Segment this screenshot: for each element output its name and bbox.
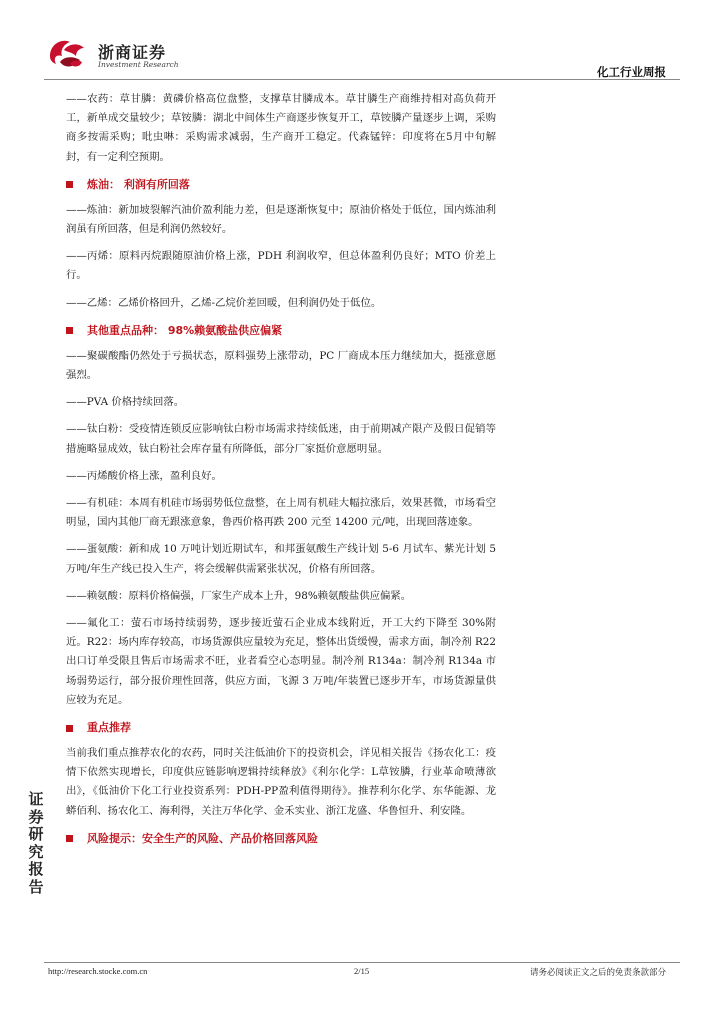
paragraph: ——PVA 价格持续回落。	[66, 396, 185, 409]
square-bullet-icon	[66, 835, 73, 842]
logo-brand-name: 浙商证券	[98, 43, 167, 62]
paragraph: ——乙烯：乙烯价格回升，乙烯-乙烷价差回暖，但利润仍处于低位。	[66, 296, 382, 309]
section-heading	[66, 718, 496, 738]
side-vertical-label: 证券研究报告	[28, 790, 44, 896]
paragraph: ——氟化工：萤石市场持续弱势，逐步接近萤石企业成本线附近，开工大约下降至 30%附近。R22：场内库存较高，市场货源供应量较为充足，整体出货缓慢，需求方面，制冷剂 R22 出口订单受限且售后市场需求不旺，业者看空心态明显。制冷剂 R134a：制冷剂 R134a 市场弱势运行，部分报价理性回落，供应方面，飞源 3 万吨/年装置已逐步开车，市场货源量供应较为充足。	[66, 617, 496, 706]
square-bullet-icon	[66, 181, 73, 188]
logo-tagline: Investment Research	[98, 60, 179, 69]
section-heading-text: 其他重点品种： 98%赖氨酸盐供应偏紧	[87, 323, 283, 337]
paragraph: ——农药：草甘膦：黄磷价格高位盘整，支撑草甘膦成本。草甘膦生产商维持相对高负荷开工，新单成交量较少；草铵膦：湖北中间体生产商逐步恢复开工，草铵膦产量逐步上调，采购商多按需采购；吡虫啉：采购需求减弱，生产商开工稳定。代森锰锌：印度将在5月中旬解封，有一定利空预期。	[66, 93, 496, 163]
paragraph: ——聚碳酸酯仍然处于亏损状态，原料强势上涨带动，PC 厂商成本压力继续加大，挺涨意愿强烈。	[66, 349, 496, 382]
paragraph: ——有机硅：本周有机硅市场弱势低位盘整，在上周有机硅大幅拉涨后，效果甚微，市场看空明显，国内其他厂商无跟涨意象，鲁西价格再跌 200 元至 14200 元/吨，出现回落迹象。	[66, 497, 496, 529]
paragraph: ——丙烯酸价格上涨，盈利良好。	[66, 469, 222, 482]
square-bullet-icon	[66, 725, 73, 732]
paragraph: ——炼油：新加坡裂解汽油价盈利能力差，但是逐渐恢复中；原油价格处于低位，国内炼油利润虽有所回落，但是利润仍然较好。	[66, 203, 496, 236]
footer-url-link[interactable]: http://research.stocke.com.cn	[48, 966, 148, 976]
footer-divider	[44, 962, 680, 963]
square-bullet-icon	[66, 327, 73, 334]
section-heading	[66, 175, 496, 195]
footer-disclaimer: 请务必阅读正文之后的免责条款部分	[529, 968, 666, 978]
paragraph: ——赖氨酸：原料价格偏强，厂家生产成本上升，98%赖氨酸盐供应偏紧。	[66, 589, 412, 602]
zheshang-logo-icon	[44, 34, 92, 74]
report-body	[66, 90, 496, 855]
page-header	[0, 0, 724, 86]
section-heading	[66, 829, 496, 849]
section-heading-text: 风险提示：安全生产的风险、产品价格回落风险	[87, 831, 318, 845]
section-heading-text: 炼油： 利润有所回落	[87, 177, 190, 191]
section-heading-text: 重点推荐	[87, 721, 131, 735]
page-number: 2/15	[354, 966, 370, 976]
report-type-title: 化工行业周报	[597, 65, 666, 79]
section-heading	[66, 321, 496, 341]
paragraph: ——丙烯：原料丙烷跟随原油价格上涨，PDH 利润收窄，但总体盈利仍良好；MTO 价差上行。	[66, 250, 496, 282]
paragraph: 当前我们重点推荐农化的农药，同时关注低油价下的投资机会，详见相关报告《扬农化工：疫情下依然实现增长，印度供应链影响逻辑持续释放》《利尔化学：L草铵膦，行业革命喷薄欲出》，《低油价下化工行业投资系列：PDH-PP盈利值得期待》。推荐利尔化学、东华能源、龙蟒佰利、扬农化工、海利得，关注万华化学、金禾实业、浙江龙盛、华鲁恒升、利安隆。	[66, 747, 496, 817]
header-divider	[44, 79, 680, 80]
paragraph: ——蛋氨酸：新和成 10 万吨计划近期试车，和邦蛋氨酸生产线计划 5-6 月试车、紫光计划 5 万吨/年生产线已投入生产，将会缓解供需紧张状况，价格有所回落。	[66, 543, 496, 575]
paragraph: ——钛白粉：受疫情连锁反应影响钛白粉市场需求持续低迷，由于前期减产限产及假日促销等措施略显成效，钛白粉社会库存量有所降低，部分厂家挺价意愿明显。	[66, 423, 496, 455]
